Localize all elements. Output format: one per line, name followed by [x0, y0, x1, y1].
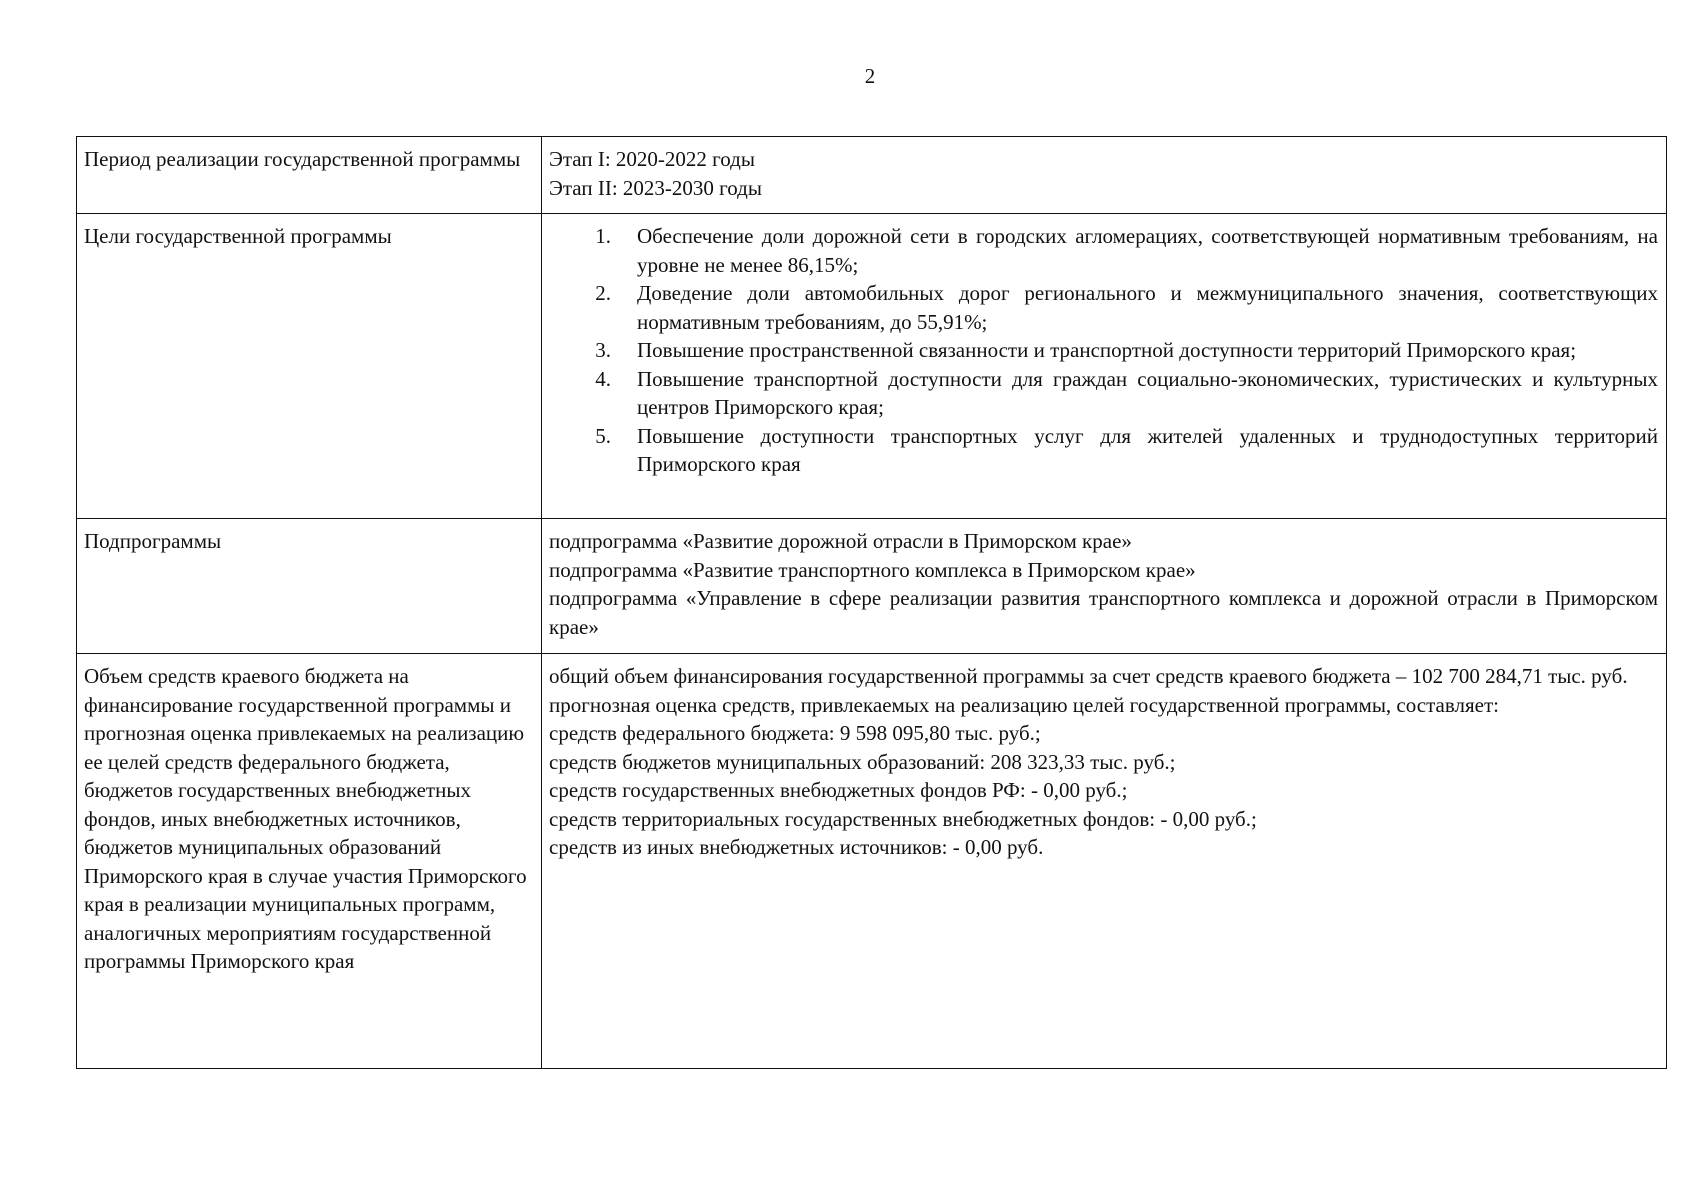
- page-number: 2: [864, 64, 876, 88]
- goal-number: 1.: [595, 224, 611, 248]
- list-item: [549, 336, 1658, 365]
- budget-other-sources: средств из иных внебюджетных источников: - 0,00 руб.: [549, 835, 1044, 859]
- budget-state-funds: средств государственных внебюджетных фондов РФ: - 0,00 руб.;: [549, 778, 1128, 802]
- budget-municipal: средств бюджетов муниципальных образований: 208 323,33 тыс. руб.;: [549, 749, 1176, 774]
- program-passport-table: [76, 136, 1667, 1069]
- row-label-period: Период реализации государственной программы: [77, 137, 542, 214]
- row-value-period: [542, 137, 1667, 214]
- budget-territorial-funds: средств территориальных государственных внебюджетных фондов: - 0,00 руб.;: [549, 806, 1257, 831]
- row-label-budget: Объем средств краевого бюджета на финансирование государственной программы и прогнозная оценка привлекаемых на реализацию ее целей средств федерального бюджета, бюджетов государственных внебюджетных фондов, иных внебюджетных источников, бюджетов муниципальных образований Приморского края в случае участия Приморского края в реализации муниципальных программ, аналогичных мероприятиям государственной программы Приморского края: [77, 654, 542, 1069]
- row-label-subprograms: Подпрограммы: [77, 519, 542, 654]
- subprogram-item: подпрограмма «Развитие транспортного комплекса в Приморском крае»: [549, 557, 1196, 582]
- goal-number: 3.: [595, 338, 611, 362]
- goal-text: Обеспечение доли дорожной сети в городских агломерациях, соответствующей нормативным требованиям, на уровне не менее 86,15%;: [637, 224, 1658, 277]
- budget-federal: средств федерального бюджета: 9 598 095,80 тыс. руб.;: [549, 721, 1041, 745]
- subprogram-item: подпрограмма «Управление в сфере реализации развития транспортного комплекса и дорожной отрасли в Приморском крае»: [549, 586, 1658, 639]
- table-row: [77, 654, 1667, 1069]
- goal-text: Повышение пространственной связанности и транспортной доступности территорий Приморского края;: [637, 338, 1577, 362]
- table-row: [77, 214, 1667, 519]
- subprogram-item: подпрограмма «Развитие дорожной отрасли в Приморском крае»: [549, 529, 1132, 553]
- budget-total: общий объем финансирования государственной программы за счет средств краевого бюджета – 102 700 284,71 тыс. руб.: [549, 664, 1628, 688]
- list-item: [549, 279, 1658, 336]
- row-value-subprograms: [542, 519, 1667, 654]
- goal-text: Повышение транспортной доступности для граждан социально-экономических, туристических и культурных центров Приморского края;: [637, 366, 1658, 419]
- period-stage-1: Этап I: 2020-2022 годы: [549, 147, 755, 171]
- row-label-goals: Цели государственной программы: [77, 214, 542, 519]
- goal-text: Повышение доступности транспортных услуг для жителей удаленных и труднодоступных территорий Приморского края: [637, 423, 1658, 476]
- row-value-goals: [542, 214, 1667, 519]
- period-stage-2: Этап II: 2023-2030 годы: [549, 175, 762, 200]
- table-row: [77, 519, 1667, 654]
- goal-number: 5.: [595, 423, 611, 448]
- goal-number: 2.: [595, 281, 611, 305]
- row-value-budget: [542, 654, 1667, 1069]
- goals-list: [549, 222, 1658, 479]
- budget-forecast-intro: прогнозная оценка средств, привлекаемых на реализацию целей государственной программы, составляет:: [549, 692, 1499, 717]
- list-item: [549, 365, 1658, 422]
- list-item: [549, 422, 1658, 479]
- table-row: [77, 137, 1667, 214]
- list-item: [549, 222, 1658, 279]
- goal-text: Доведение доли автомобильных дорог регионального и межмуниципального значения, соответствующих нормативным требованиям, до 55,91%;: [637, 281, 1658, 334]
- goal-number: 4.: [595, 366, 611, 391]
